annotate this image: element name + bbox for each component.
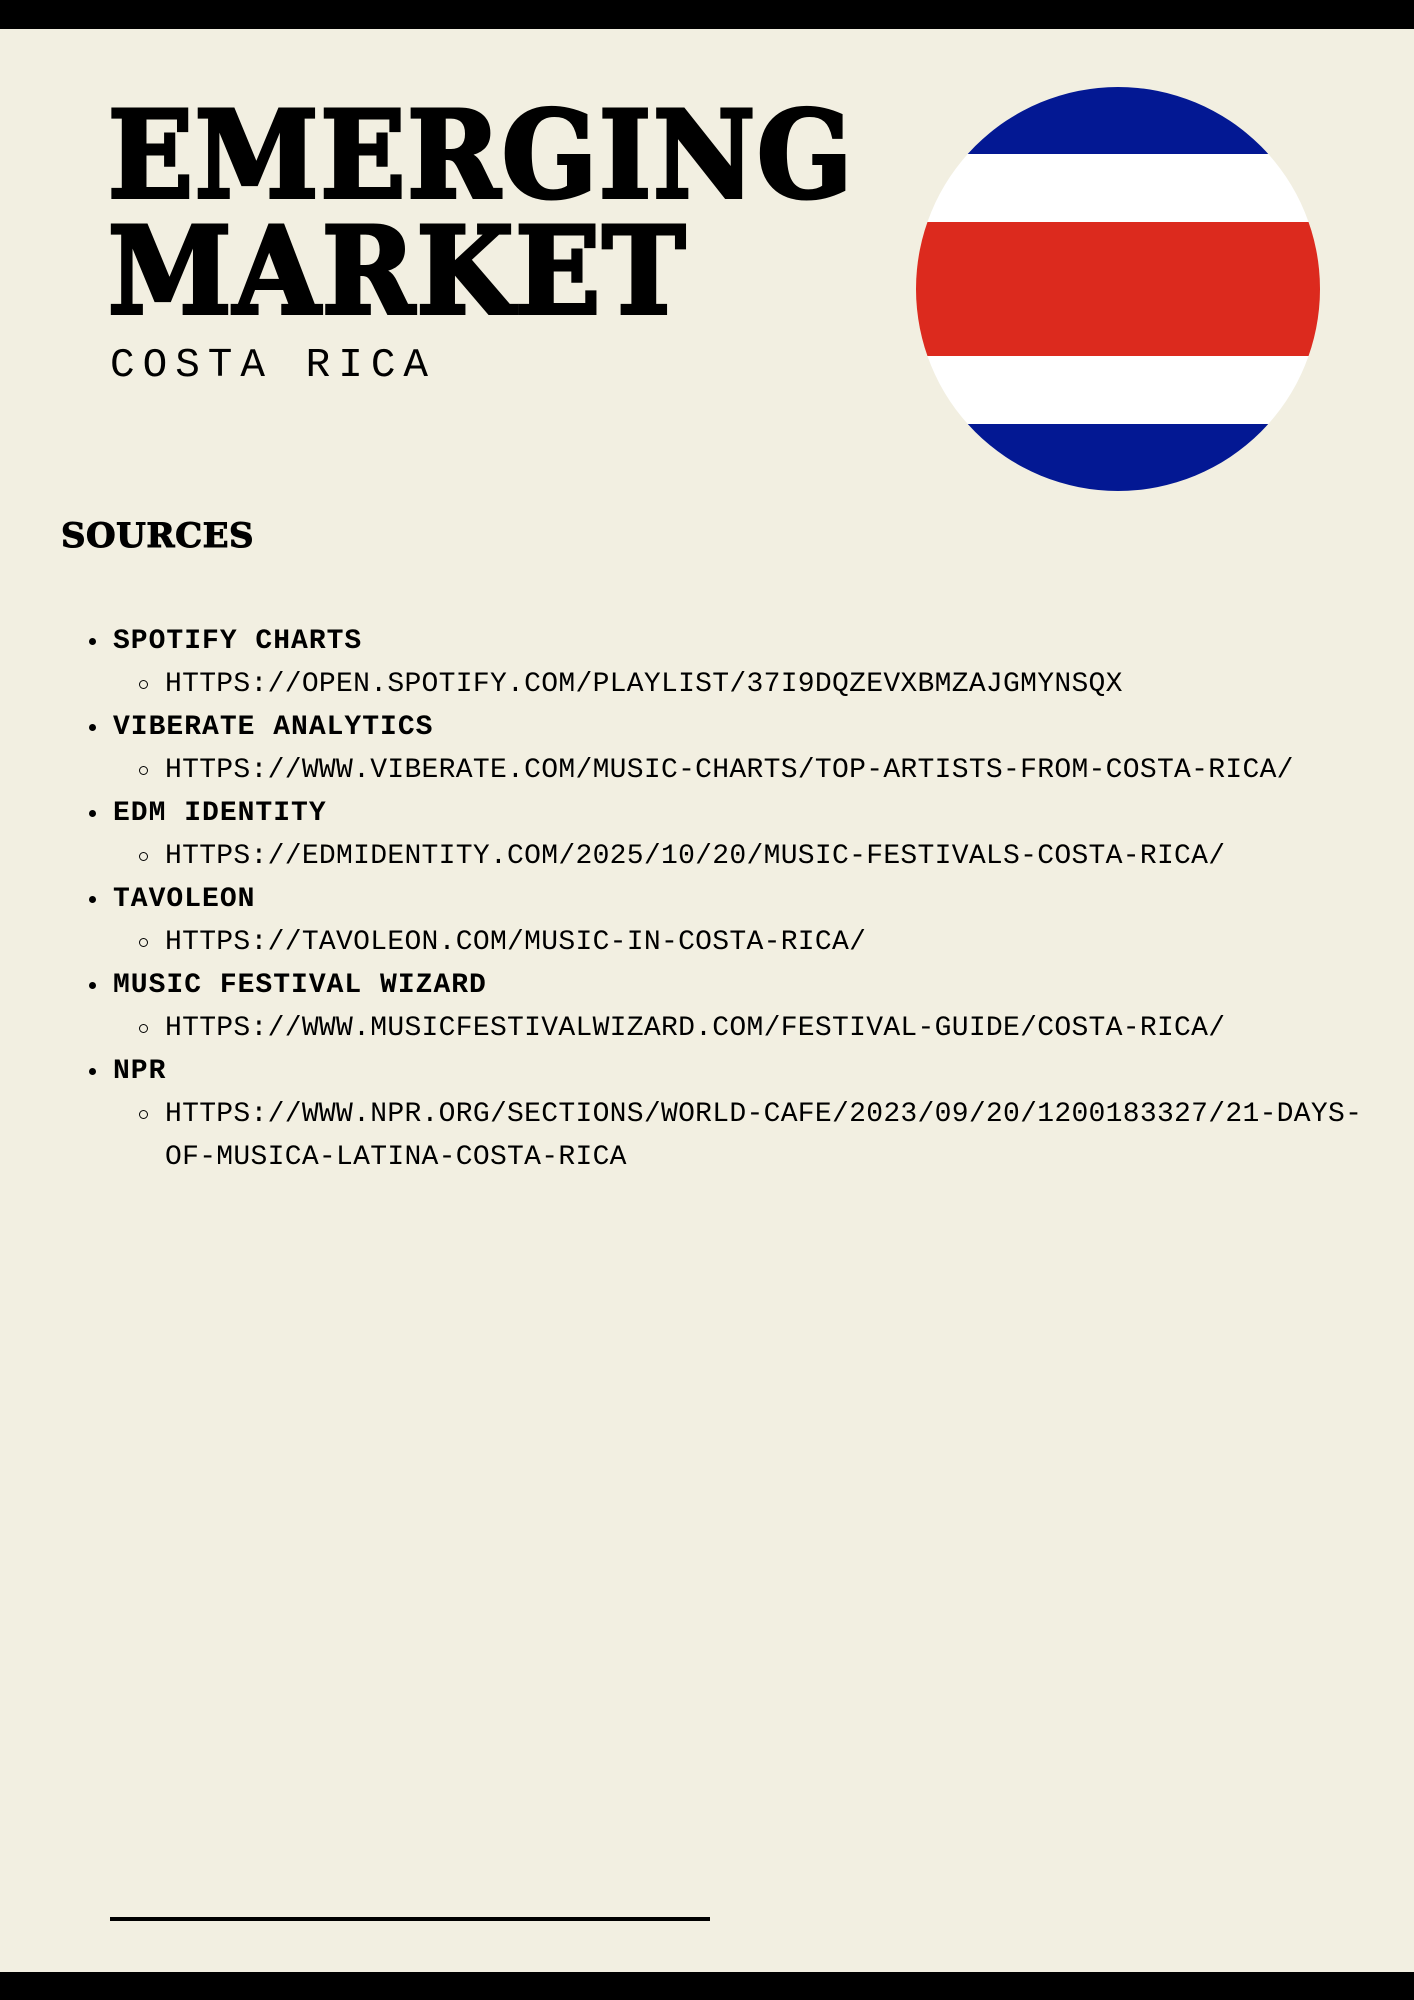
source-name: VIBERATE ANALYTICS [113,712,434,743]
source-url-link[interactable]: HTTPS://TAVOLEON.COM/MUSIC-IN-COSTA-RICA/ [165,927,867,958]
source-item [113,878,1373,964]
source-name: SPOTIFY CHARTS [113,626,363,657]
source-url-row [113,749,1373,792]
source-name: TAVOLEON [113,884,256,915]
source-item [113,620,1373,706]
sources-heading: SOURCES [61,516,255,556]
top-border-band [0,0,1414,29]
page-subtitle: COSTA RICA [110,343,437,389]
footer-rule [110,1917,710,1921]
source-url-row [113,921,1373,964]
title-line-2: MARKET [108,201,688,342]
source-url-link[interactable]: HTTPS://WWW.MUSICFESTIVALWIZARD.COM/FESTIVAL-GUIDE/COSTA-RICA/ [165,1013,1226,1044]
source-url-link[interactable]: HTTPS://OPEN.SPOTIFY.COM/PLAYLIST/37I9DQZEVXBMZAJGMYNSQX [165,669,1123,700]
source-url-row [113,1007,1373,1050]
flag-stripe-blue-bottom [916,424,1320,491]
title-line-1: EMERGING [108,85,855,226]
source-url-link[interactable]: HTTPS://WWW.NPR.ORG/SECTIONS/WORLD-CAFE/2023/09/20/1200183327/21-DAYS-OF-MUSICA-LATINA-COSTA-RICA [165,1099,1363,1173]
source-item [113,964,1373,1050]
costa-rica-flag-icon [916,87,1320,491]
page-title [108,85,855,342]
source-name: MUSIC FESTIVAL WIZARD [113,970,487,1001]
flag-stripe-red [916,222,1320,357]
source-url-row [113,835,1373,878]
bottom-border-band [0,1972,1414,2000]
source-url-row [113,663,1373,706]
source-item [113,1050,1373,1179]
source-name: EDM IDENTITY [113,798,327,829]
source-item [113,792,1373,878]
source-url-row [113,1093,1373,1179]
flag-stripe-white-top [916,154,1320,221]
sources-list [113,620,1373,1179]
flag-stripe-white-bottom [916,356,1320,423]
source-name: NPR [113,1056,167,1087]
flag-stripe-blue-top [916,87,1320,154]
source-item [113,706,1373,792]
source-url-link[interactable]: HTTPS://WWW.VIBERATE.COM/MUSIC-CHARTS/TOP-ARTISTS-FROM-COSTA-RICA/ [165,755,1294,786]
source-url-link[interactable]: HTTPS://EDMIDENTITY.COM/2025/10/20/MUSIC-FESTIVALS-COSTA-RICA/ [165,841,1226,872]
